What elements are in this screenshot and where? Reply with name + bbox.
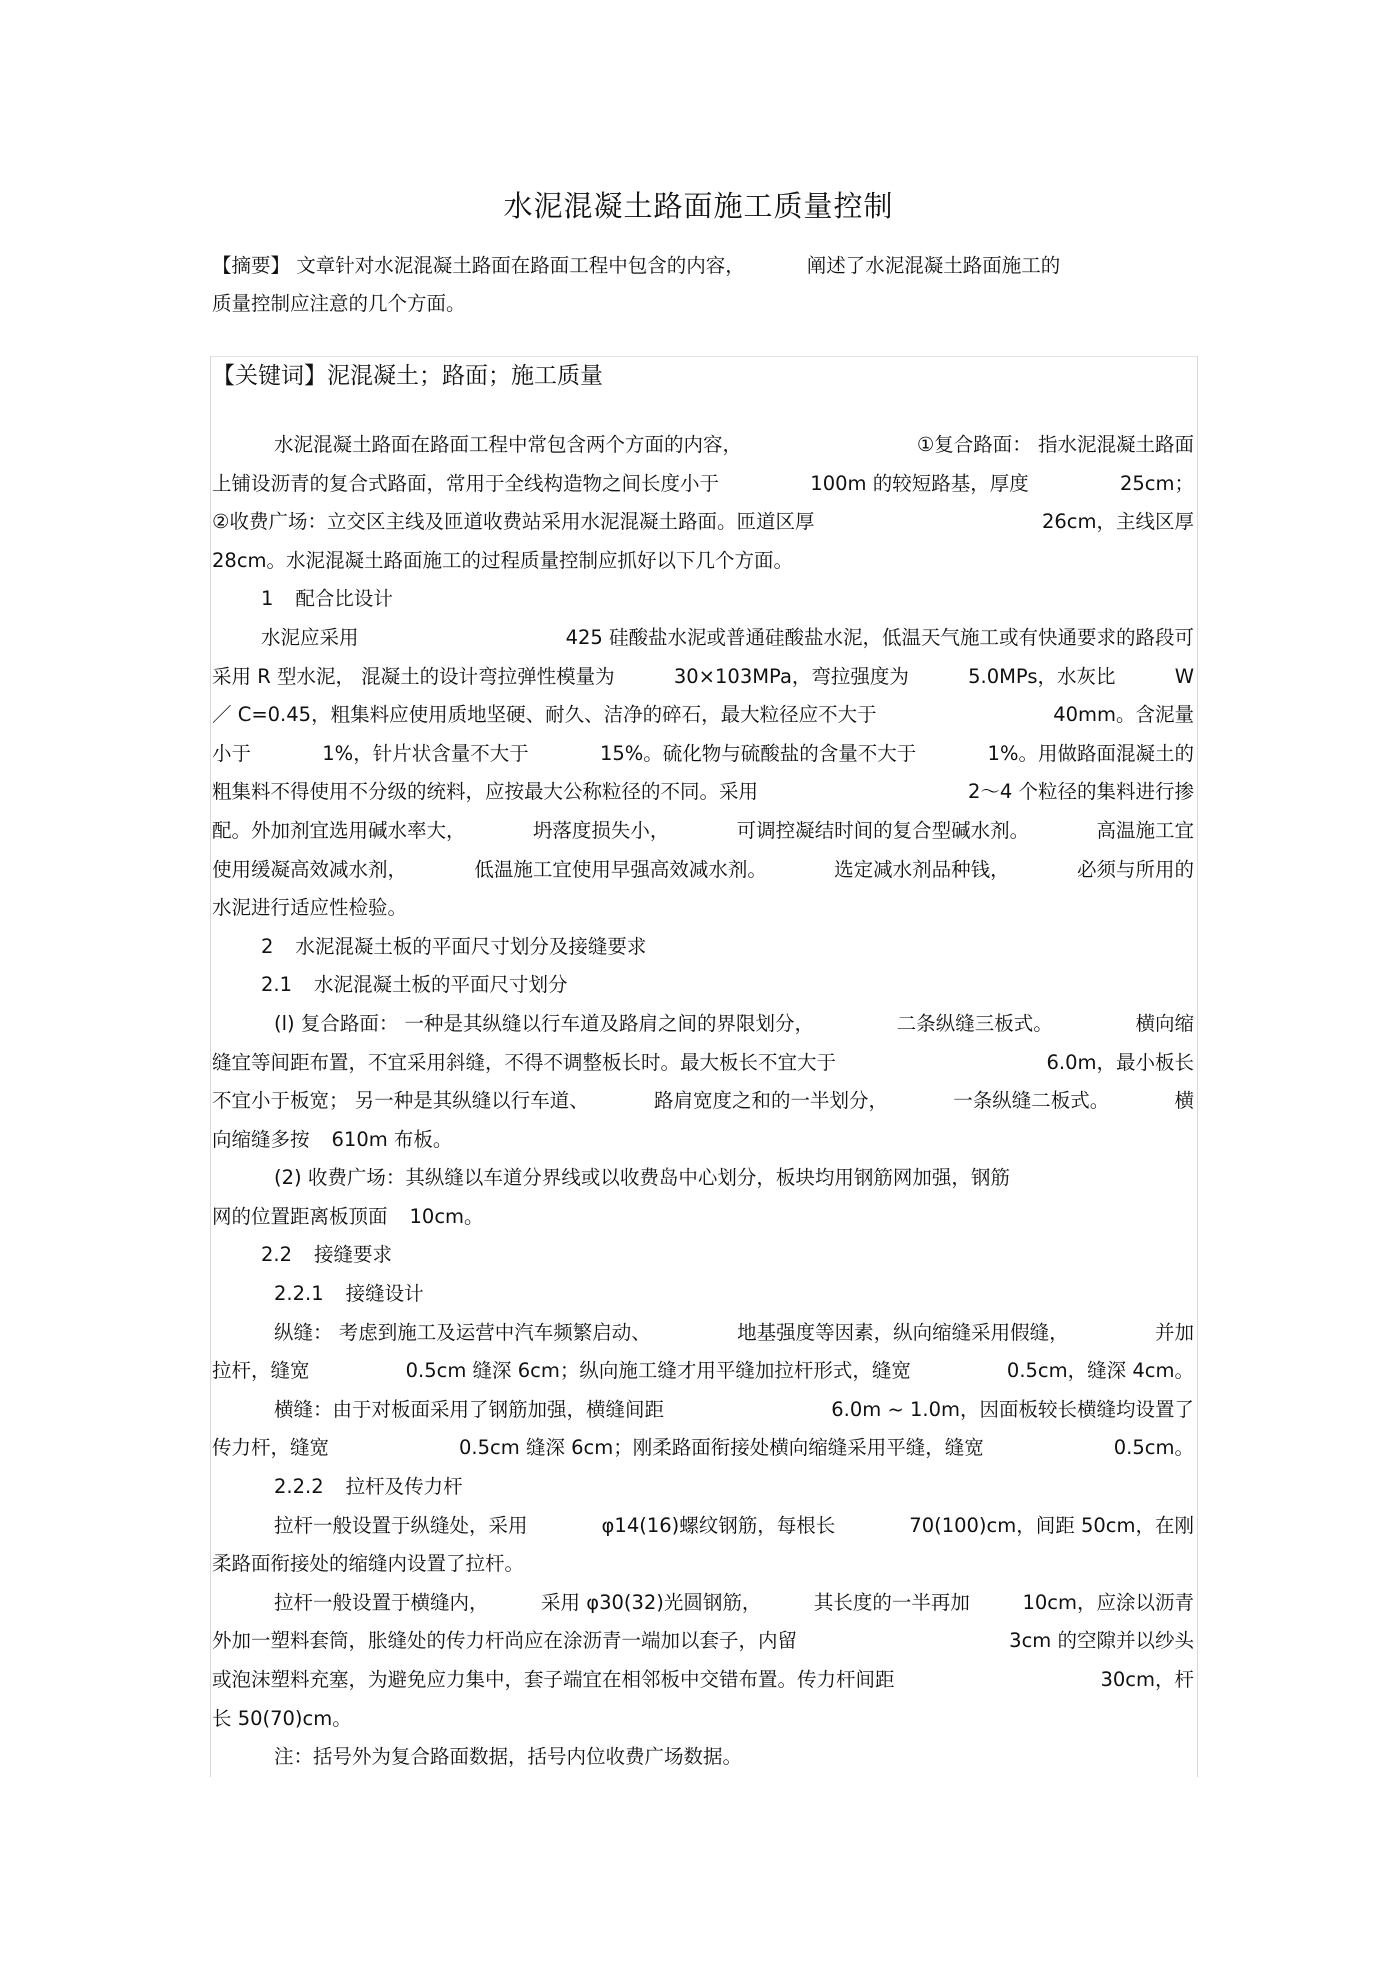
text-segment: 可调控凝结时间的复合型碱水剂。 xyxy=(736,818,1030,842)
text-segment: 小于 xyxy=(212,741,252,765)
text-segment: 长 50(70)cm。 xyxy=(212,1706,352,1730)
text-line xyxy=(212,696,1194,735)
text-segment: 0.5cm。 xyxy=(1113,1436,1194,1460)
text-line xyxy=(212,1314,1194,1353)
text-line xyxy=(212,1545,1194,1584)
text-line xyxy=(212,465,1194,504)
text-line xyxy=(212,889,1194,928)
text-line xyxy=(212,1236,1194,1275)
text-segment: 坍落度损失小， xyxy=(532,818,670,842)
text-segment: 一条纵缝二板式。 xyxy=(953,1089,1110,1113)
text-line xyxy=(212,1391,1194,1430)
abstract-line xyxy=(212,247,1192,285)
text-segment: 30cm，杆 xyxy=(1100,1668,1194,1691)
text-line xyxy=(212,658,1194,697)
text-segment: 0.5cm 缝深 6cm；纵向施工缝才用平缝加拉杆形式，缝宽 xyxy=(405,1359,911,1383)
text-segment: 柔路面衔接处的缩缝内设置了拉杆。 xyxy=(212,1552,525,1576)
text-segment: W xyxy=(1174,664,1194,688)
text-line xyxy=(212,619,1194,658)
text-line xyxy=(212,503,1194,542)
text-segment: 接缝要求 xyxy=(314,1243,393,1267)
text-segment: φ14(16)螺纹钢筋，每根长 xyxy=(601,1513,836,1537)
text-segment: 选定减水剂品种钱， xyxy=(834,857,1010,881)
text-line xyxy=(212,1429,1194,1468)
text-segment: 拉杆及传力杆 xyxy=(345,1475,463,1499)
text-segment: 不宜小于板宽； 另一种是其纵缝以行车道、 xyxy=(212,1089,589,1113)
text-line xyxy=(212,426,1194,465)
text-line xyxy=(212,1352,1194,1391)
text-segment: 低温施工宜使用早强高效减水剂。 xyxy=(474,857,767,881)
text-line xyxy=(212,1507,1194,1546)
text-segment: 100m 的较短路基，厚度 xyxy=(810,471,1029,495)
text-segment: 70(100)cm，间距 50cm，在刚 xyxy=(909,1513,1194,1537)
text-line xyxy=(212,580,1194,619)
text-line xyxy=(212,1275,1194,1314)
text-segment: 6.0m，最小板长 xyxy=(1046,1050,1194,1074)
text-segment: 外加一塑料套筒，胀缝处的传力杆尚应在涂沥青一端加以套子，内留 xyxy=(212,1629,798,1653)
text-segment: 传力杆，缝宽 xyxy=(212,1436,330,1460)
text-line xyxy=(212,1468,1194,1507)
text-line xyxy=(212,1005,1194,1044)
text-segment: 2.1 xyxy=(261,973,293,997)
text-segment: 28cm。水泥混凝土路面施工的过程质量控制应抓好以下几个方面。 xyxy=(212,548,794,572)
text-segment: 配。外加剂宜选用碱水率大， xyxy=(212,818,466,842)
text-segment: 0.5cm 缝深 6cm；刚柔路面衔接处横向缩缝采用平缝，缝宽 xyxy=(459,1436,984,1460)
text-segment: 2.2.2 xyxy=(274,1475,324,1499)
text-segment: 配合比设计 xyxy=(295,587,393,611)
text-line xyxy=(212,1622,1194,1661)
text-segment: 路肩宽度之和的一半划分， xyxy=(653,1089,888,1113)
text-segment: 二条纵缝三板式。 xyxy=(896,1011,1053,1035)
text-segment: 15%。硫化物与硫酸盐的含量不大于 xyxy=(599,741,917,765)
text-line xyxy=(212,966,1194,1005)
text-segment: 2 xyxy=(261,934,274,958)
text-segment: 2.2.1 xyxy=(274,1282,324,1306)
text-line xyxy=(212,735,1194,774)
text-line xyxy=(212,542,1194,581)
text-line xyxy=(212,1044,1194,1083)
abstract-line: 质量控制应注意的几个方面。 xyxy=(212,292,466,315)
text-segment: (2) 收费广场：其纵缝以车道分界线或以收费岛中心划分，板块均用钢筋网加强，钢筋 xyxy=(274,1166,1010,1190)
text-segment: 1%。用做路面混凝土的 xyxy=(987,741,1194,765)
text-segment: 高温施工宜 xyxy=(1096,818,1194,842)
abstract-text: 阐述了水泥混凝土路面施工的 xyxy=(806,254,1061,277)
text-segment: 网的位置距离板顶面 xyxy=(212,1204,388,1228)
text-segment: ①复合路面： 指水泥混凝土路面 xyxy=(916,433,1194,456)
text-line xyxy=(212,1584,1194,1623)
abstract-text: 【摘要】 文章针对水泥混凝土路面在路面工程中包含的内容， xyxy=(212,254,745,277)
text-segment: 1%，针片状含量不大于 xyxy=(322,741,529,765)
text-segment: 粗集料不得使用不分级的统料，应按最大公称粒径的不同。采用 xyxy=(212,780,759,804)
text-line xyxy=(212,928,1194,967)
abstract xyxy=(212,247,1192,323)
text-segment: 425 硅酸盐水泥或普通硅酸盐水泥，低温天气施工或有快通要求的路段可 xyxy=(565,625,1194,649)
text-line xyxy=(212,1159,1194,1198)
text-line xyxy=(212,1661,1194,1700)
text-segment: 40mm。含泥量 xyxy=(1053,703,1194,727)
text-segment: 向缩缝多按 xyxy=(212,1127,310,1151)
text-segment: 横向缩 xyxy=(1135,1011,1194,1035)
text-segment: 采用 R 型水泥， 混凝土的设计弯拉弹性模量为 xyxy=(212,664,615,688)
text-line xyxy=(212,1121,1194,1160)
text-segment: 10cm，应涂以沥青 xyxy=(1022,1590,1194,1614)
text-segment: 25cm； xyxy=(1119,471,1194,495)
text-segment: 10cm。 xyxy=(409,1204,484,1228)
text-segment: 拉杆一般设置于横缝内， xyxy=(274,1590,489,1614)
text-segment: 2～4 个粒径的集料进行掺 xyxy=(967,780,1194,804)
keywords: 【关键词】泥混凝土；路面；施工质量 xyxy=(212,363,603,389)
text-segment: 纵缝： 考虑到施工及运营中汽车频繁启动、 xyxy=(274,1320,651,1344)
text-line xyxy=(212,812,1194,851)
text-line xyxy=(212,1700,1194,1739)
text-segment: 水泥进行适应性检验。 xyxy=(212,896,408,920)
body-text xyxy=(212,426,1194,1777)
text-line xyxy=(212,851,1194,890)
text-segment: 水泥混凝土板的平面尺寸划分及接缝要求 xyxy=(295,934,647,958)
text-segment: 6.0m ~ 1.0m，因面板较长横缝均设置了 xyxy=(831,1397,1194,1421)
text-segment: 横 xyxy=(1174,1089,1194,1113)
text-segment: 1 xyxy=(261,587,274,611)
text-segment: (l) 复合路面： 一种是其纵缝以行车道及路肩之间的界限划分， xyxy=(274,1011,815,1035)
text-line xyxy=(212,773,1194,812)
document-title: 水泥混凝土路面施工质量控制 xyxy=(503,189,894,223)
text-segment: 并加 xyxy=(1154,1320,1194,1344)
text-segment: ／ C=0.45，粗集料应使用质地坚硬、耐久、洁净的碎石，最大粒径应不大于 xyxy=(212,703,877,727)
text-segment: 水泥混凝土路面在路面工程中常包含两个方面的内容， xyxy=(274,433,743,456)
text-line xyxy=(212,1082,1194,1121)
text-segment: 610m 布板。 xyxy=(331,1127,453,1151)
text-line xyxy=(212,1198,1194,1237)
text-segment: 采用 φ30(32)光圆钢筋， xyxy=(541,1590,762,1614)
text-segment: ②收费广场：立交区主线及匝道收费站采用水泥混凝土路面。匝道区厚 xyxy=(212,510,815,534)
text-segment: 其长度的一半再加 xyxy=(813,1590,970,1614)
text-segment: 5.0MPs，水灰比 xyxy=(968,664,1116,688)
text-segment: 注：括号外为复合路面数据，括号内位收费广场数据。 xyxy=(274,1745,743,1769)
text-segment: 使用缓凝高效减水剂， xyxy=(212,857,408,881)
text-segment: 2.2 xyxy=(261,1243,293,1267)
text-segment: 水泥应采用 xyxy=(261,625,359,649)
text-segment: 缝宜等间距布置，不宜采用斜缝，不得不调整板长时。最大板长不宜大于 xyxy=(212,1050,837,1074)
text-segment: 地基强度等因素，纵向缩缝采用假缝， xyxy=(737,1320,1069,1344)
text-segment: 必须与所用的 xyxy=(1076,857,1194,881)
text-segment: 水泥混凝土板的平面尺寸划分 xyxy=(314,973,568,997)
text-segment: 上铺设沥青的复合式路面，常用于全线构造物之间长度小于 xyxy=(212,471,720,495)
text-segment: 26cm，主线区厚 xyxy=(1041,510,1194,534)
text-segment: 拉杆一般设置于纵缝处，采用 xyxy=(274,1513,528,1537)
text-segment: 拉杆，缝宽 xyxy=(212,1359,310,1383)
text-segment: 3cm 的空隙并以纱头 xyxy=(1009,1629,1194,1653)
text-segment: 横缝：由于对板面采用了钢筋加强，横缝间距 xyxy=(274,1397,665,1421)
text-segment: 0.5cm，缝深 4cm。 xyxy=(1006,1359,1194,1383)
text-segment: 或泡沫塑料充塞，为避免应力集中，套子端宜在相邻板中交错布置。传力杆间距 xyxy=(212,1668,895,1691)
text-segment: 接缝设计 xyxy=(345,1282,424,1306)
text-line xyxy=(212,1738,1194,1777)
text-segment: 30×103MPa，弯拉强度为 xyxy=(673,664,909,688)
